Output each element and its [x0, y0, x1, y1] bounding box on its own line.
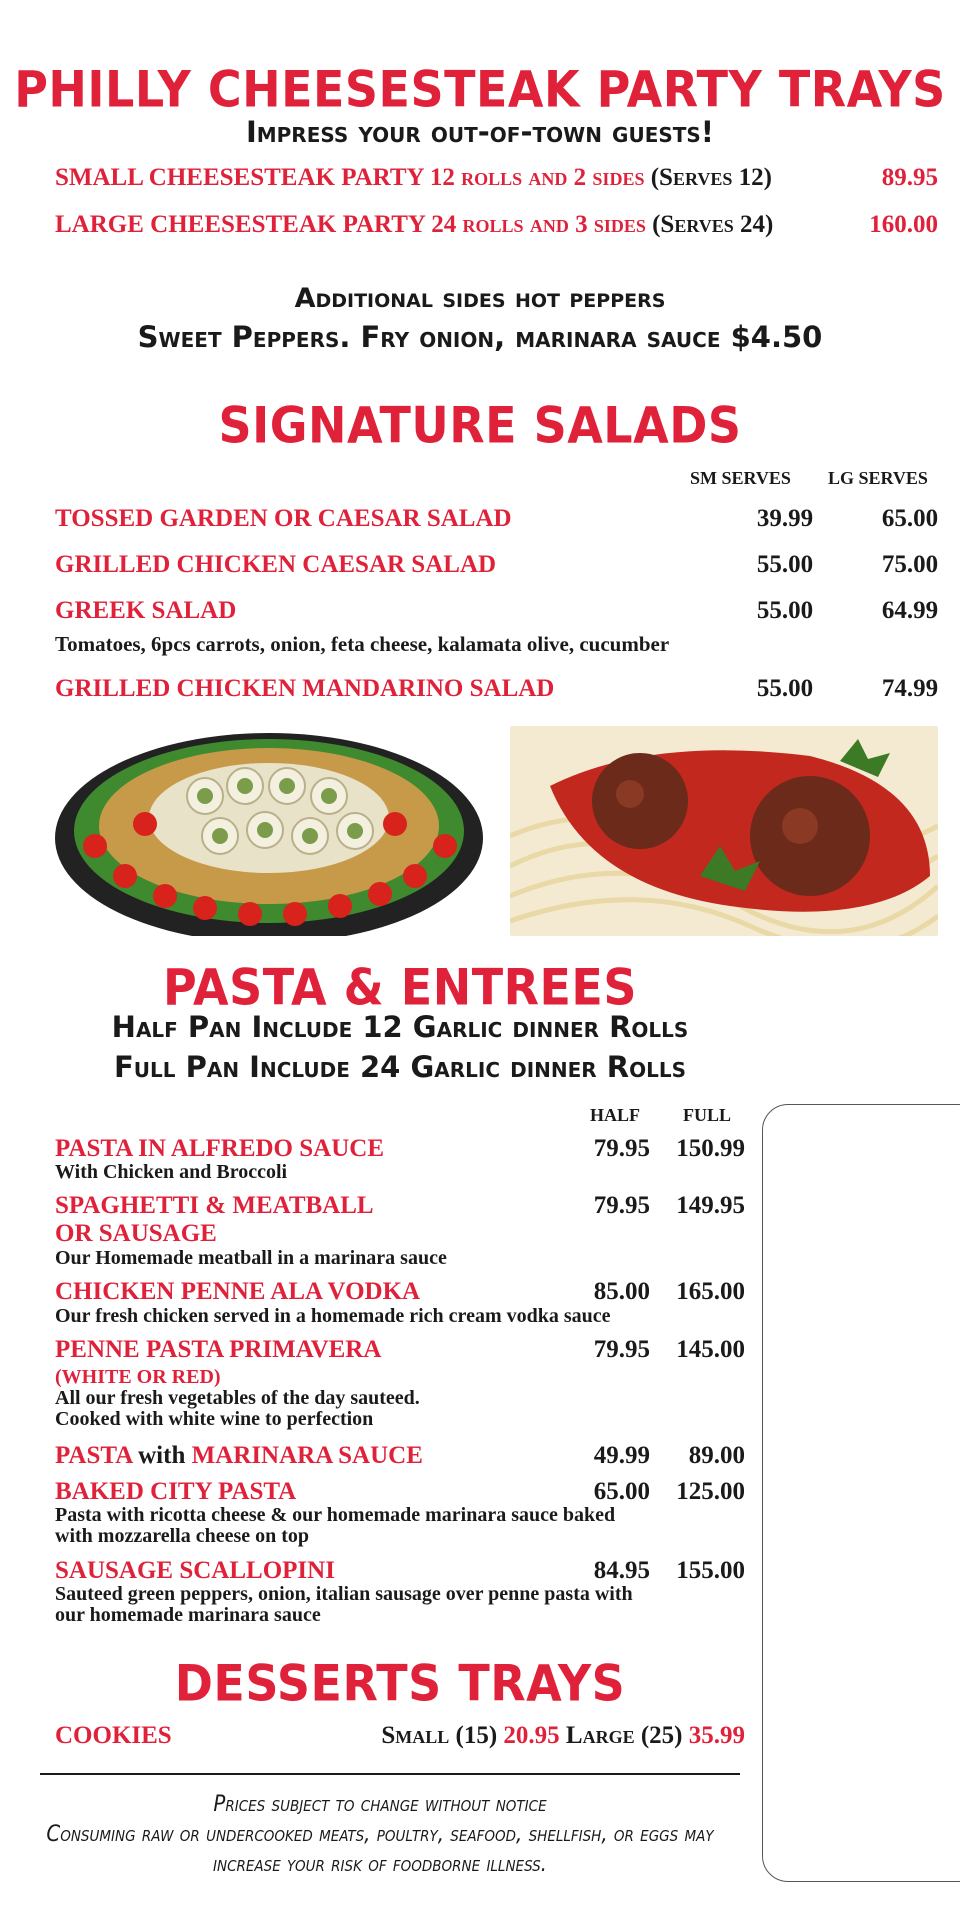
item-name: SMALL CHEESESTEAK PARTY 12 [55, 164, 455, 191]
pasta-title: PASTA & ENTREES [163, 957, 637, 1017]
item-name: LARGE CHEESESTEAK PARTY 24 [55, 211, 457, 238]
desserts-title: DESSERTS TRAYS [174, 1653, 626, 1713]
greek-salad-desc: Tomatoes, 6pcs carrots, onion, feta cheese, kalamata olive, cucumber [55, 632, 670, 656]
item-price: 160.00 [869, 211, 938, 238]
alfredo-full-price: 150.99 [676, 1135, 745, 1162]
scallopini-desc: Sauteed green peppers, onion, italian sausage over penne pasta with [55, 1583, 633, 1605]
footer-divider [40, 1773, 740, 1775]
wrap-platter-photo [55, 726, 483, 936]
marinara-full-price: 89.00 [688, 1442, 745, 1469]
pasta-half-pan-note: Half Pan Include 12 Garlic dinner Rolls [111, 1010, 689, 1044]
menu-item-spaghetti-meatball: SPAGHETTI & MEATBALL [55, 1192, 374, 1219]
cookies-large-label: Large (25) [559, 1722, 689, 1749]
pasta-col-half: HALF [590, 1105, 641, 1125]
item-name: GRILLED CHICKEN MANDARINO SALAD [55, 675, 555, 702]
menu-item-small-cheesesteak [55, 164, 938, 198]
primavera-option: (WHITE OR RED) [55, 1366, 221, 1388]
vodka-full-price: 165.00 [676, 1278, 745, 1305]
footer-price-notice: Prices subject to change without notice [213, 1792, 547, 1817]
cookies-small-label: Small (15) [381, 1722, 504, 1749]
baked-desc-2: with mozzarella cheese on top [55, 1525, 310, 1547]
item-serves: (Serves 12) [644, 164, 772, 191]
spaghetti-meatball-line2: OR SAUSAGE [55, 1220, 217, 1247]
primavera-desc-2: Cooked with white wine to perfection [55, 1408, 374, 1430]
item-price-sm: 39.99 [756, 505, 814, 532]
cookies-small-price: 20.95 [503, 1722, 560, 1749]
spaghetti-half-price: 79.95 [593, 1192, 650, 1219]
pasta-full-pan-note: Full Pan Include 24 Garlic dinner Rolls [113, 1050, 687, 1084]
item-price: 89.95 [881, 164, 938, 191]
spaghetti-full-price: 149.95 [676, 1192, 745, 1219]
menu-item-chicken-caesar [55, 551, 938, 585]
item-price-lg: 65.00 [881, 505, 939, 532]
item-price-lg: 74.99 [881, 675, 939, 702]
additional-sides-line1: Additional sides hot peppers [294, 283, 666, 314]
primavera-desc: All our fresh vegetables of the day sauteed. [55, 1387, 420, 1409]
salads-title: SIGNATURE SALADS [218, 395, 742, 455]
menu-item-mandarino-salad [55, 675, 938, 709]
pasta-col-full: FULL [683, 1105, 732, 1125]
menu-item-cookies: COOKIES [55, 1722, 172, 1749]
item-serves: (Serves 24) [645, 211, 774, 238]
menu-item-large-cheesesteak [55, 211, 938, 245]
scallopini-full-price: 155.00 [676, 1557, 745, 1584]
item-name: GREEK SALAD [55, 597, 237, 624]
spaghetti-desc: Our Homemade meatball in a marinara sauce [55, 1247, 447, 1269]
footer-warning-2: increase your risk of foodborne illness. [213, 1852, 547, 1877]
item-price-sm: 55.00 [756, 551, 814, 578]
spaghetti-meatball-photo [510, 726, 938, 936]
additional-sides-line2: Sweet Peppers. Fry onion, marinara sauce $4.50 [137, 320, 823, 354]
baked-half-price: 65.00 [593, 1478, 650, 1505]
menu-item-penne-vodka: CHICKEN PENNE ALA VODKA [55, 1278, 421, 1305]
item-name: GRILLED CHICKEN CAESAR SALAD [55, 551, 497, 578]
item-price-lg: 64.99 [881, 597, 939, 624]
vodka-desc: Our fresh chicken served in a homemade rich cream vodka sauce [55, 1305, 611, 1327]
scallopini-half-price: 84.95 [593, 1557, 650, 1584]
footer-warning-1: Consuming raw or undercooked meats, poultry, seafood, shellfish, or eggs may [46, 1822, 714, 1847]
marinara-half-price: 49.99 [593, 1442, 650, 1469]
primavera-half-price: 79.95 [593, 1336, 650, 1363]
cookies-prices [300, 1722, 745, 1750]
menu-item-sausage-scallopini: SAUSAGE SCALLOPINI [55, 1557, 335, 1584]
menu-item-pasta-marinara: PASTA with MARINARA SAUCE [55, 1442, 423, 1469]
alfredo-desc: With Chicken and Broccoli [55, 1161, 288, 1183]
item-price-sm: 55.00 [756, 675, 814, 702]
item-detail: rolls and 2 sides [454, 164, 645, 191]
item-price-sm: 55.00 [756, 597, 814, 624]
scallopini-desc-2: our homemade marinara sauce [55, 1604, 321, 1626]
side-panel-box [762, 1104, 960, 1882]
menu-item-penne-primavera: PENNE PASTA PRIMAVERA [55, 1336, 382, 1363]
alfredo-half-price: 79.95 [593, 1135, 650, 1162]
baked-full-price: 125.00 [676, 1478, 745, 1505]
menu-item-baked-city-pasta: BAKED CITY PASTA [55, 1478, 297, 1505]
menu-item-greek-salad [55, 597, 938, 631]
vodka-half-price: 85.00 [593, 1278, 650, 1305]
salads-col-lg: LG SERVES [828, 468, 928, 488]
cheesesteak-subtitle: Impress your out-of-town guests! [245, 115, 715, 149]
primavera-full-price: 145.00 [676, 1336, 745, 1363]
item-detail: rolls and 3 sides [456, 211, 646, 238]
menu-item-alfredo: PASTA IN ALFREDO SAUCE [55, 1135, 384, 1162]
salads-col-sm: SM SERVES [690, 468, 791, 488]
item-price-lg: 75.00 [881, 551, 939, 578]
baked-desc: Pasta with ricotta cheese & our homemade marinara sauce baked [55, 1504, 616, 1526]
menu-item-tossed-salad [55, 505, 938, 539]
cheesesteak-title: PHILLY CHEESESTEAK PARTY TRAYS [14, 59, 946, 119]
cookies-large-price: 35.99 [688, 1722, 745, 1749]
item-name: TOSSED GARDEN OR CAESAR SALAD [55, 505, 512, 532]
